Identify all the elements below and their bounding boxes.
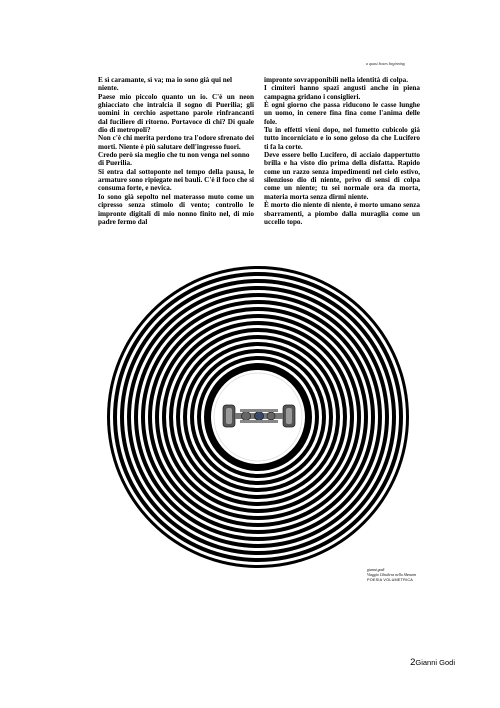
poem-paragraph: Non c'è chi merita perdono tra l'odore sfrenato dei morti. Niente è più salutare dell'ingresso fuori. xyxy=(98,134,254,151)
caption-subtitle: Viaggio Cihuilera nello Shenzen xyxy=(367,573,417,577)
poem-paragraph: Io sono già sepolto nel materasso muto come un cipresso senza stimolo di vento; controllo le impronte digitali di mio nonno finito nel, di mio padre fermo dal xyxy=(98,192,254,226)
page-number: 2 xyxy=(410,657,416,668)
footer-author: Gianni Godi xyxy=(415,658,455,667)
poem-paragraph: Credo però sia meglio che tu non venga nel sonno di Puerilia. xyxy=(98,151,250,168)
caption-author: gianni godi xyxy=(367,568,385,572)
caption-title: POESIA VOLUMETRICA xyxy=(367,578,414,582)
header-note: a quasi boxes beginning xyxy=(366,61,405,66)
poem-paragraph: I cimiteri hanno spazi angusti anche in piena campagna gridano i consiglieri. xyxy=(264,84,420,101)
poem-paragraph: Si entra dal sottoponte nel tempo della pausa, le armature sono ripiegate nei bauli. C'è il foco che si consuma forte, e nevica. xyxy=(98,167,254,193)
poem-paragraph: È morto dio niente di niente, è morto umano senza sbarramenti, a piombo dalla muraglia come un uccello topo. xyxy=(264,201,420,226)
image-caption xyxy=(367,568,416,583)
poem-paragraph: È ogni giorno che passa riducono le casse lunghe un uomo, in cenere fina fina come l'anima delle fole. xyxy=(264,101,420,126)
poem-paragraph: Tu in effetti vieni dopo, nel fumetto cubicolo già tutto incorniciato e io sono geloso da che Lucifero ti fa la corte. xyxy=(264,126,420,151)
poem-paragraph: E sì caramante, sì va; ma io sono già qui nel niente. xyxy=(98,76,232,93)
page-footer xyxy=(410,657,455,668)
poem-paragraph: Deve essere bello Lucifero, di acciaio dappertutto brilla e ha visto dio prima della disfatta. Rapido come un razzo senza impedimenti nel cielo estivo, silenzioso dio di niente, privo di sensi di colpa come un niente; tu sei normale ora da morta, materia morta senza dirmi niente. xyxy=(264,151,420,201)
poem-paragraph: impronte sovrapponibili nella identità di colpa. xyxy=(264,76,409,84)
poem-paragraph: Paese mio piccolo quanto un io. C'è un neon ghiacciato che intralcia il sogno di Puerilia; gli uomini in cerchio aspettano parole rinfrancanti dal fuciliere di ritorno. Portavoce di chi? Di quale dio di metropoli? xyxy=(98,92,254,135)
